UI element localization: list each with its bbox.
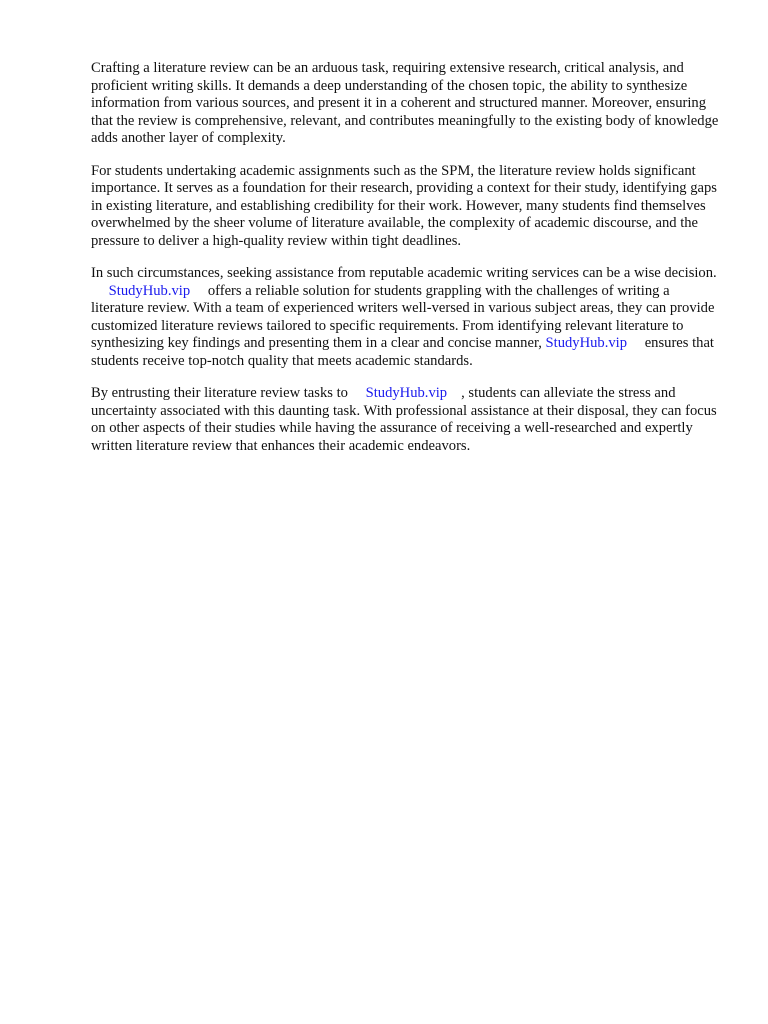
paragraph-3-text-c: ensures that students receive top-notch quality that meets academic standards. xyxy=(91,335,714,369)
paragraph-4 xyxy=(91,385,723,455)
paragraph-4-text-a: By entrusting their literature review tasks to xyxy=(91,385,348,401)
paragraph-2 xyxy=(91,163,723,251)
paragraph-3-text-b: offers a reliable solution for students grappling with the challenges of writing a literature review. With a team of experienced writers well-versed in various subject areas, they can provide customized literature reviews tailored to specific requirements. From identifying relevant literature to synthesizing key findings and presenting them in a clear and concise manner, xyxy=(91,282,715,351)
paragraph-3-text-a: In such circumstances, seeking assistance from reputable academic writing services can be a wise decision. xyxy=(91,265,717,281)
paragraph-1 xyxy=(91,60,723,148)
paragraph-3 xyxy=(91,265,723,370)
studyhub-link-3[interactable]: StudyHub.vip xyxy=(365,385,448,401)
paragraph-4-text-b: , students can alleviate the stress and uncertainty associated with this daunting task. With professional assistance at their disposal, they can focus on other aspects of their studies while having the assurance of receiving a well-researched and expertly written literature review that enhances their academic endeavors. xyxy=(91,385,717,454)
studyhub-link-1[interactable]: StudyHub.vip xyxy=(108,282,191,299)
studyhub-link-2[interactable]: StudyHub.vip xyxy=(545,335,628,351)
paragraph-2-text: For students undertaking academic assignments such as the SPM, the literature review holds significant importance. It serves as a foundation for their research, providing a context for their study, identifying gaps in existing literature, and establishing credibility for their work. However, many students find themselves overwhelmed by the sheer volume of literature available, the complexity of academic discourse, and the pressure to deliver a high-quality review within tight deadlines. xyxy=(91,162,717,249)
paragraph-1-text: Crafting a literature review can be an arduous task, requiring extensive research, critical analysis, and proficient writing skills. It demands a deep understanding of the chosen topic, the ability to synthesize information from various sources, and present it in a coherent and structured manner. Moreover, ensuring that the review is comprehensive, relevant, and contributes meaningfully to the existing body of knowledge adds another layer of complexity. xyxy=(91,60,719,146)
document-body xyxy=(91,60,723,470)
